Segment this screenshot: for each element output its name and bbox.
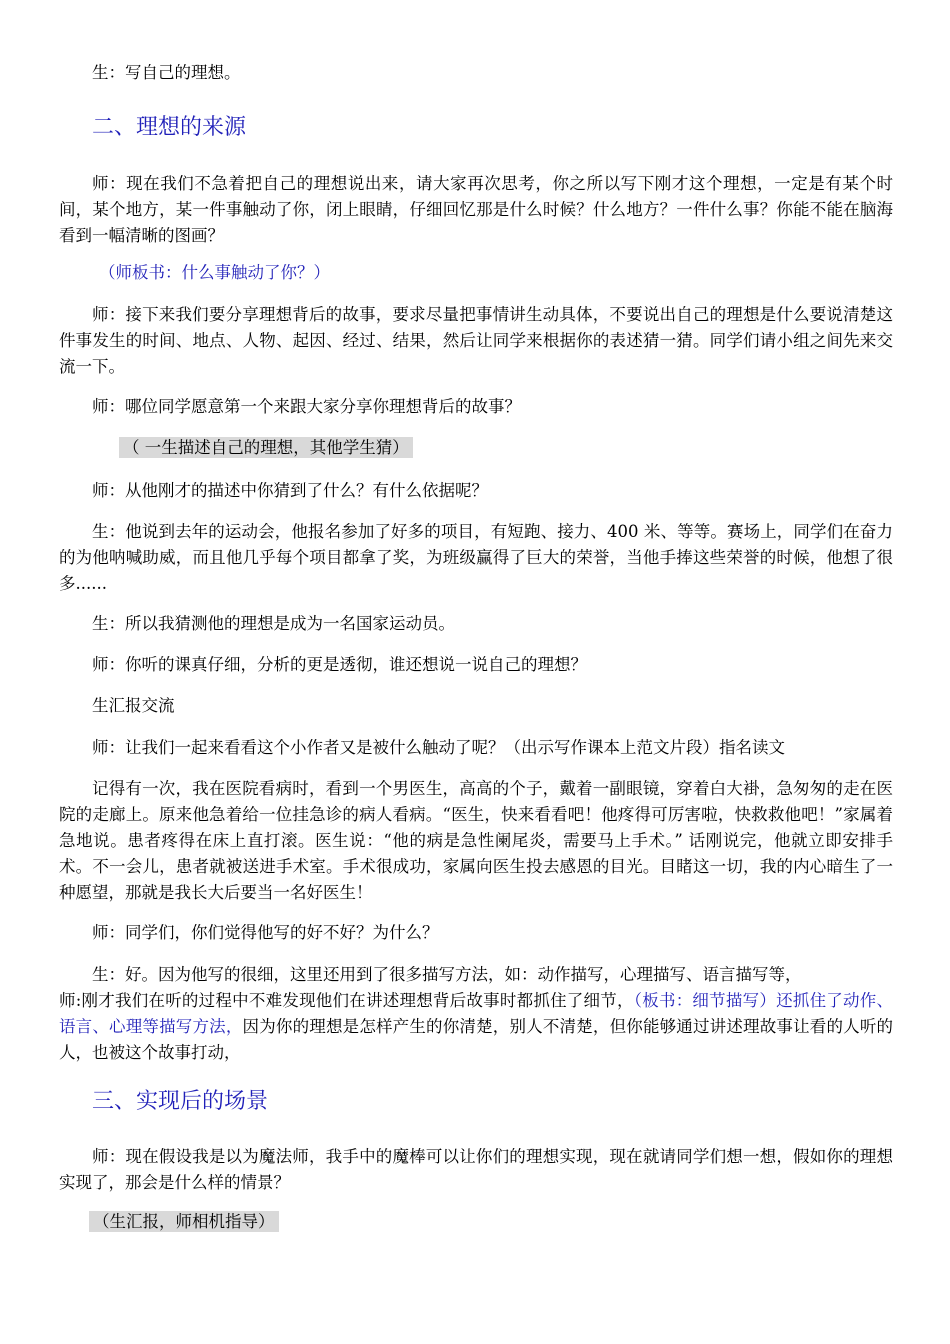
paragraph-student-sports: 生：他说到去年的运动会，他报名参加了好多的项目，有短跑、接力、400 米、等等。赛场上，同学们在奋力的为他呐喊助威，而且他几乎每个项目都拿了奖，为班级赢得了巨大的荣誉，当他手捧这些荣誉的时候，他想了很多...... [59,522,893,593]
teacher-details-text: 师:刚才我们在听的过程中不难发现他们在讲述理想背后故事时都抓住了细节， [59,991,634,1010]
paragraph-teacher-guess: 师：从他刚才的描述中你猜到了什么？有什么依据呢？ [92,481,488,500]
paragraph-sample-doctor: 记得有一次，我在医院看病时，看到一个男医生，高高的个子，戴着一副眼镜，穿着白大褂，急匆匆的走在医院的走廊上。原来他急着给一位挂急诊的病人看病。“医生，快来看看吧！他疼得可厉害啦，快救救他吧！”家属着急地说。患者疼得在床上直打滚。医生说：“他的病是急性阑尾炎，需要马上手术。” 话刚说完，他就立即安排手术。不一会儿，患者就被送进手术室。手术很成功，家属向医生投去感恩的目光。目睹这一切，我的内心暗生了一种愿望，那就是我长大后要当一名好医生！ [59,779,893,902]
shaded-note-text: （ 一生描述自己的理想，其他学生猜） [119,437,413,458]
paragraph-student-write: 生：写自己的理想。 [92,63,241,82]
note-student-describe [119,436,413,460]
paragraph-teacher-think: 师：现在我们不急着把自己的理想说出来，请大家再次思考，你之所以写下刚才这个理想，一定是有某个时间，某个地方，某一件事触动了你，闭上眼睛，仔细回忆那是什么时候？什么地方？一件什么事？你能不能在脑海看到一幅清晰的图画？ [59,174,893,245]
paragraph-teacher-share: 师：接下来我们要分享理想背后的故事，要求尽量把事情讲生动具体，不要说出自己的理想是什么要说清楚这件事发生的时间、地点、人物、起因、经过、结果，然后让同学来根据你的表述猜一猜。同学们请小组之间先来交流一下。 [59,305,893,376]
heading-source-of-ideal: 二、理想的来源 [92,115,247,140]
paragraph-teacher-details [59,988,893,1066]
paragraph-student-methods: 生：好。因为他写的很细，这里还用到了很多描写方法，如：动作描写，心理描写、语言描写等， [92,965,802,984]
paragraph-teacher-magic: 师：现在假设我是以为魔法师，我手中的魔棒可以让你们的理想实现，现在就请同学们想一想，假如你的理想实现了，那会是什么样的情景？ [59,1147,893,1192]
paragraph-student-athlete: 生：所以我猜测他的理想是成为一名国家运动员。 [92,614,455,633]
board-note-touched: （师板书：什么事触动了你？） [99,263,330,282]
paragraph-teacher-sample: 师：让我们一起来看看这个小作者又是被什么触动了呢？（出示写作课本上范文片段）指名读文 [92,738,785,757]
shaded-note-text-2: （生汇报，师相机指导） [89,1211,279,1232]
heading-realized-scene: 三、实现后的场景 [92,1089,269,1114]
note-student-report [89,1210,279,1234]
paragraph-teacher-good: 师：同学们，你们觉得他写的好不好？为什么？ [92,923,439,942]
paragraph-teacher-praise: 师：你听的课真仔细，分析的更是透彻，谁还想说一说自己的理想？ [92,655,587,674]
paragraph-student-report: 生汇报交流 [92,696,175,715]
board-note-details: （板书：细节描写）还抓住了动作、语言、心理等描写方法， [59,991,894,1036]
paragraph-teacher-who: 师：哪位同学愿意第一个来跟大家分享你理想背后的故事？ [92,397,521,416]
teacher-details-rest: 因为你的理想是怎样产生的你清楚，别人不清楚，但你能够通过讲述理故事让看的人听的人，也被这个故事打动， [59,1017,894,1062]
